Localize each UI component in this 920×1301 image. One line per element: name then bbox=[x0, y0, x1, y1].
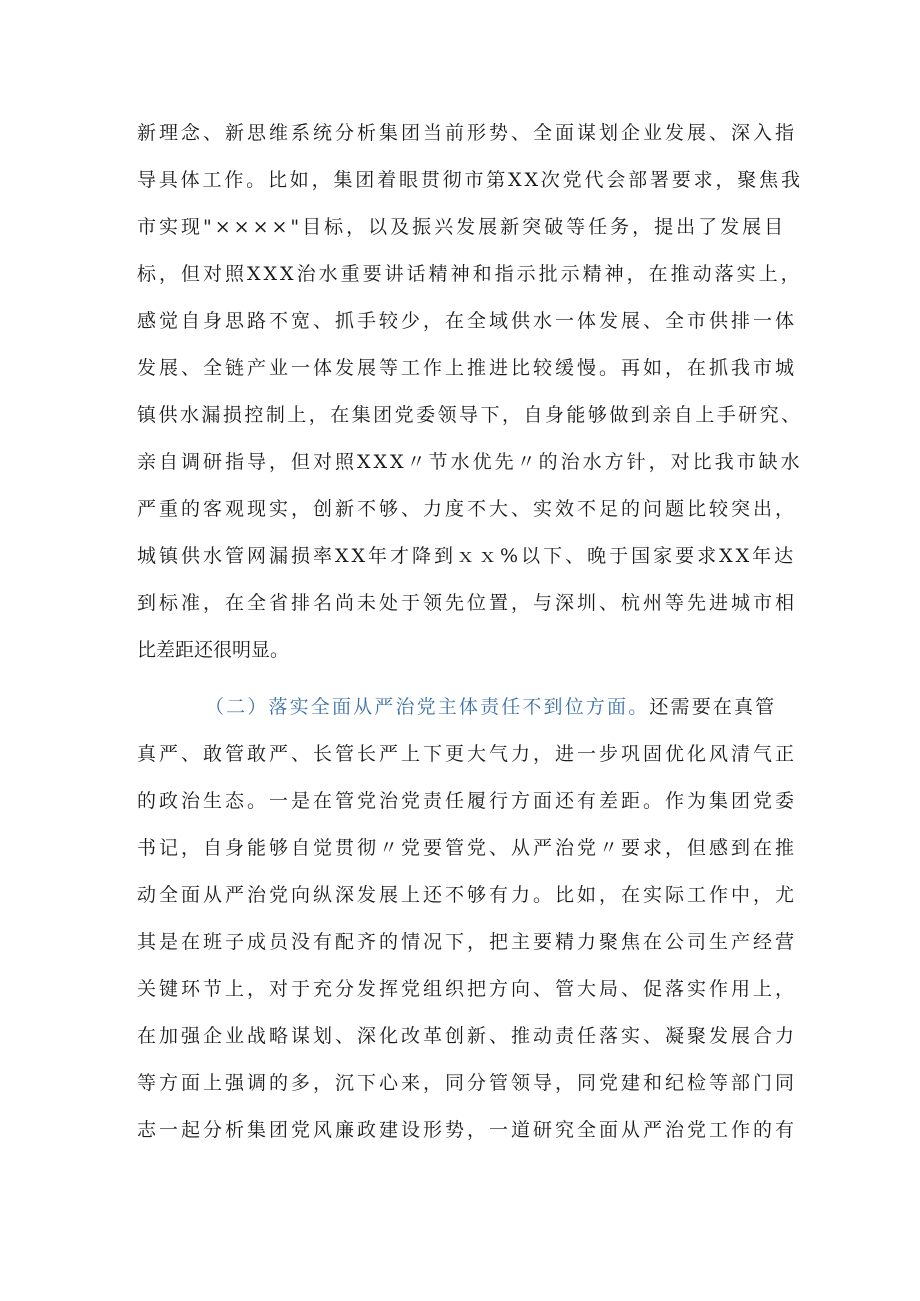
paragraph-line: 书记，自身能够自觉贯彻〃党要管党、从严治党〃要求，但感到在推 bbox=[137, 837, 798, 859]
paragraph-line: 市实现"××××"目标，以及振兴发展新突破等任务，提出了发展目 bbox=[137, 216, 787, 238]
paragraph-line: 感觉自身思路不宽、抓手较少，在全域供水一体发展、全市供排一体 bbox=[137, 310, 798, 332]
paragraph-line: 真严、敢管敢严、长管长严上下更大气力，进一步巩固优化风清气正 bbox=[137, 743, 798, 765]
paragraph-line: 城镇供水管网漏损率XX年才降到ｘｘ%以下、晚于国家要求XX年达 bbox=[137, 545, 797, 567]
paragraph-line: 导具体工作。比如，集团着眼贯彻市第XX次党代会部署要求，聚焦我 bbox=[137, 169, 803, 191]
paragraph-line: 的政治生态。一是在管党治党责任履行方面还有差距。作为集团党委 bbox=[137, 790, 798, 812]
paragraph-line: 志一起分析集团党风廉政建设形势，一道研究全面从严治党工作的有 bbox=[137, 1119, 798, 1141]
paragraph-line: 亲自调研指导，但对照XXX〃节水优先〃的治水方针，对比我市缺水 bbox=[137, 451, 803, 473]
paragraph-line: 标，但对照XXX治水重要讲话精神和指示批示精神，在推动落实上， bbox=[137, 263, 803, 285]
paragraph-line: 镇供水漏损控制上，在集团党委领导下，自身能够做到亲自上手研究、 bbox=[137, 404, 803, 426]
paragraph-line: 比差距还很明显。 bbox=[137, 639, 290, 661]
section-heading: （二）落实全面从严治党主体责任不到位方面。 bbox=[205, 696, 650, 718]
paragraph-line: 在加强企业战略谋划、深化改革创新、推动责任落实、凝聚发展合力 bbox=[137, 1025, 798, 1047]
section-heading-line bbox=[205, 694, 776, 720]
heading-line-rest: 还需要在真管 bbox=[649, 696, 777, 718]
paragraph-line: 发展、全链产业一体发展等工作上推进比较缓慢。再如，在抓我市城 bbox=[137, 357, 798, 379]
paragraph-line: 等方面上强调的多，沉下心来，同分管领导，同党建和纪检等部门同 bbox=[137, 1072, 798, 1094]
paragraph-line: 关键环节上，对于充分发挥党组织把方向、管大局、促落实作用上， bbox=[137, 978, 798, 1000]
paragraph-line: 动全面从严治党向纵深发展上还不够有力。比如，在实际工作中，尤 bbox=[137, 884, 798, 906]
paragraph-line: 严重的客观现实，创新不够、力度不大、实效不足的问题比较突出， bbox=[137, 498, 798, 520]
paragraph-line: 到标准，在全省排名尚未处于领先位置，与深圳、杭州等先进城市相 bbox=[137, 592, 798, 614]
paragraph-line: 其是在班子成员没有配齐的情况下，把主要精力聚焦在公司生产经营 bbox=[137, 931, 798, 953]
paragraph-line: 新理念、新思维系统分析集团当前形势、全面谋划企业发展、深入指 bbox=[137, 122, 798, 144]
